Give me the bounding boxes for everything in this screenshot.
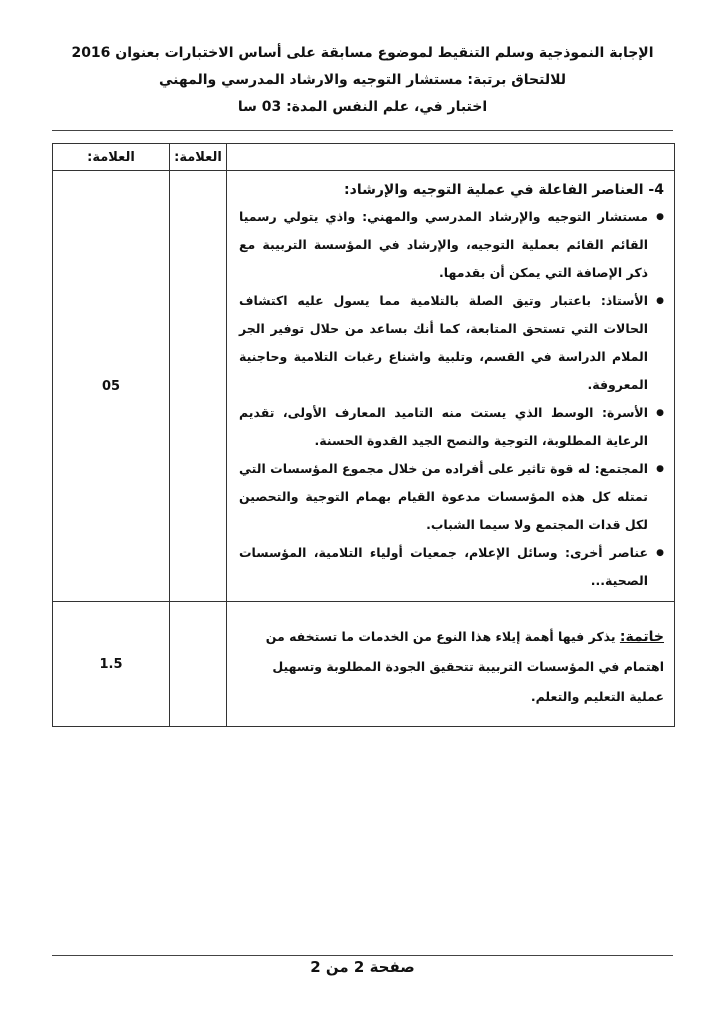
partial-mark-cell [170,171,227,602]
list-item: ● الأستاذ: باعتبار وتيق الصلة بالتلامية مما يسول عليه اكتشاف الحالات التي تستحق المتابعة، كما أنك بساعد من حلال توفير الجر الملام الدراسة في القسم، وتلبية واشناع رغبات التلامية وحاجنية المعروفة. [239,287,664,399]
header-exam-info: اختبار في، علم النفس المدة: 03 سا [237,99,488,115]
table-row [53,602,675,727]
header-position: للالتحاق برتبة: مستشار التوجيه والارشاد المدرسي والمهني [158,72,566,88]
header-divider [52,130,673,131]
total-mark-cell: 05 [53,171,170,602]
list-item: ● مستشار التوجيه والإرشاد المدرسي والمهني: واذي يتولي رسميا القائم القائم بعملية التوجيه، والإرشاد في المؤسسة التربيبة مع ذكر الإصافة التي يمكن أن بقدمها. [239,203,664,287]
document-header [40,40,685,121]
answer-list [239,203,664,595]
conclusion-cell [227,602,675,727]
conclusion-text: يذكر فيها أهمة إيلاء هذا النوع من الخدمات ما تستخفه من اهتمام في المؤسسات التربيبة تتحقيق الجودة المطلوبة وتسهيل عملية التعليم والتعلم. [265,629,664,704]
list-item: ● الأسرة: الوسط الذي يستت منه التاميد المعارف الأولى، تقديم الرعاية المطلوبة، التوجية والنصح الجيد القدوة الحسنة. [239,399,664,455]
footer-divider [52,955,673,956]
content-header-cell [227,144,675,171]
header-title: الإجابة النموذجية وسلم التنقيط لموضوع مسابقة على أساس الاختبارات بعنوان 2016 [71,45,654,61]
conclusion-label: خاتمة: [619,629,664,645]
section-title: 4- العناصر الفاعلة في عملية التوجيه والإرشاد: [344,182,664,198]
answer-cell [227,171,675,602]
conclusion-paragraph [239,608,664,720]
page-number: صفحة 2 من 2 [310,958,415,976]
mark-header-1: العلامة: [53,144,170,171]
table-header-row [53,144,675,171]
list-item: ● عناصر أخرى: وسائل الإعلام، جمعيات أولياء التلامية، المؤسسات الصحية... [239,539,664,595]
mark-header-2: العلامة: [170,144,227,171]
total-mark-cell: 1.5 [53,602,170,727]
table-row [53,171,675,602]
partial-mark-cell [170,602,227,727]
list-item: ● المجتمع: له قوة تاثير على أفراده من خلال مجموع المؤسسات التي تمتله كل هذه المؤسسات مدعوة القيام بهمام التوجية والتحصين لكل قدات المجتمع ولا سيما الشباب. [239,455,664,539]
grading-table [52,143,675,727]
